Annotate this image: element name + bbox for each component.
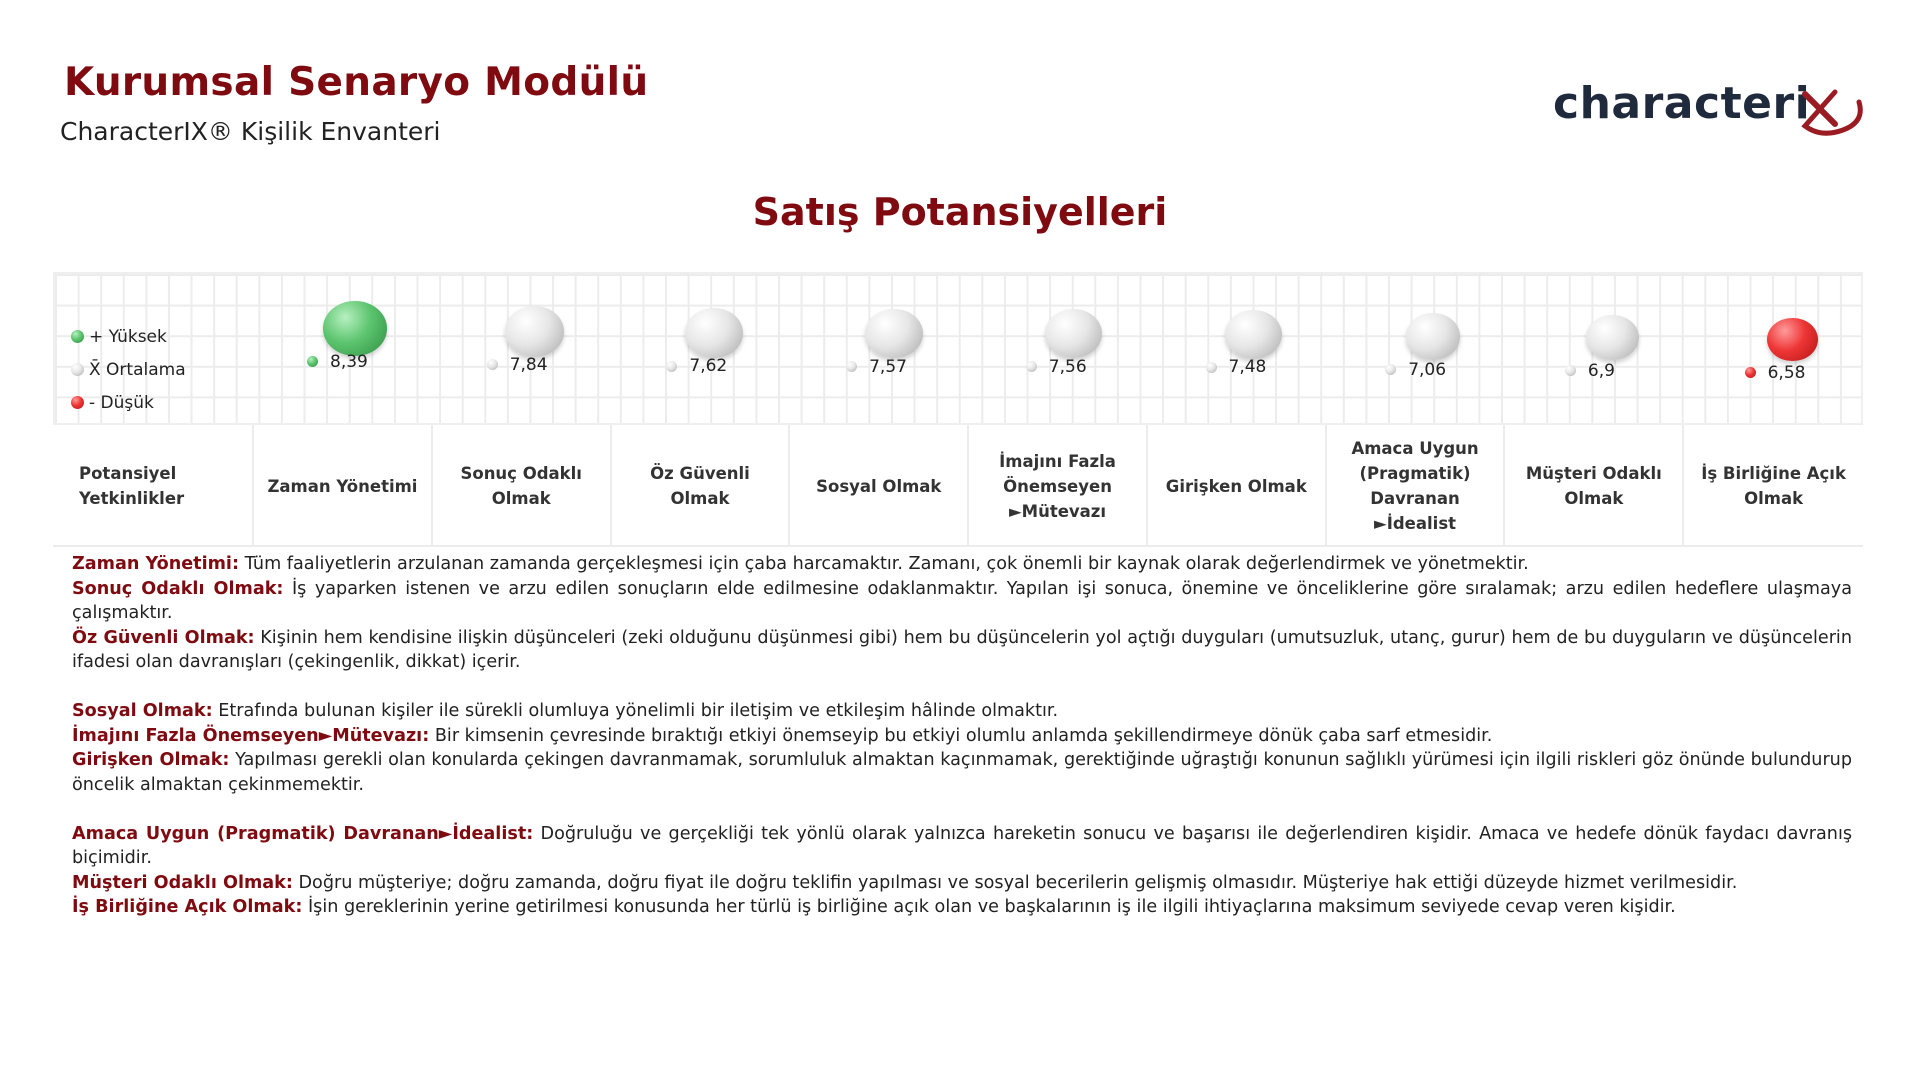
description-text: Doğruluğu ve gerçekliği tek yönlü olarak yalnızca hareketin sonucu ve başarısı ile değerlendiren kişidir. Amaca ve hedefe dönük faydacı davranış biçimidir.: [72, 823, 1852, 868]
description-term: Öz Güvenli Olmak:: [72, 627, 255, 648]
description-text: Kişinin hem kendisine ilişkin düşünceleri (zeki olduğunu düşünmesi gibi) hem bu düşüncelerin yol açtığı duyguları (umutsuzluk, utanç, gurur) hem de bu duyguların ve düşüncelerin ifadesi olan davranışları (çekingenlik, dikkat) içerir.: [72, 627, 1852, 672]
data-bubble: [323, 301, 386, 355]
description-text: Yapılması gerekli olan konularda çekingen davranmamak, sorumluluk almaktan kaçınmamak, gerektiğinde uğraştığı konunun sağlıklı yürümesi için ilgili riskleri göz önünde bulundurup öncelik almaktan çekinmemektir.: [72, 750, 1853, 795]
data-bubble: [1586, 315, 1639, 360]
description-term: Zaman Yönetimi:: [72, 554, 239, 574]
value-label: [1745, 363, 1806, 383]
competency-header-cell: Zaman Yönetimi: [254, 425, 433, 547]
main-title: Kurumsal Senaryo Modülü: [64, 60, 649, 105]
value-dot-icon: [1206, 362, 1217, 373]
bubble-column: [976, 274, 1155, 427]
value-dot-icon: [487, 359, 498, 370]
logo-text: characteri: [1553, 78, 1811, 129]
bubble-column: [1515, 274, 1694, 427]
competency-header-cell: İmajını Fazla Önemseyen ►Mütevazı: [969, 425, 1148, 547]
row-header-cell: Potansiyel Yetkinlikler: [53, 425, 254, 547]
data-bubble: [685, 308, 743, 358]
legend-label: X̄ Ortalama: [89, 359, 186, 380]
value-text: 7,57: [869, 356, 907, 377]
data-bubble: [505, 306, 564, 357]
competency-header-cell: Girişken Olmak: [1148, 425, 1327, 547]
description-term: Müşteri Odaklı Olmak:: [72, 872, 293, 893]
red-dot-icon: [71, 396, 84, 409]
value-label: [1206, 357, 1267, 377]
value-dot-icon: [1565, 365, 1576, 376]
value-label: [1565, 361, 1615, 381]
description-item: [72, 822, 1852, 871]
value-label: [846, 357, 907, 377]
description-term: İş Birliğine Açık Olmak:: [72, 897, 303, 917]
value-dot-icon: [1385, 364, 1396, 375]
competency-header-cell: Amaca Uygun (Pragmatik) Davranan ►İdealist: [1327, 425, 1506, 547]
competency-header-cell: Müşteri Odaklı Olmak: [1505, 425, 1684, 547]
data-bubble: [1767, 318, 1818, 361]
description-item: [72, 871, 1852, 896]
description-text: Etrafında bulunan kişiler ile sürekli olumluya yönelimli bir iletişim ve etkileşim hâlinde olmaktır.: [212, 701, 1059, 721]
data-bubble: [1406, 313, 1460, 359]
description-item: [72, 748, 1852, 797]
competency-header-cell: İş Birliğine Açık Olmak: [1701, 464, 1846, 508]
paragraph-gap: [72, 797, 1852, 822]
subtitle: CharacterIX® Kişilik Envanteri: [60, 117, 441, 146]
description-item: [72, 626, 1852, 675]
value-text: 7,06: [1408, 359, 1447, 380]
legend-item-high: [71, 320, 186, 353]
grey-dot-icon: [71, 363, 84, 376]
description-item: [72, 699, 1852, 724]
bubble-column: [437, 274, 616, 427]
bubble-column: [616, 274, 795, 427]
description-term: Girişken Olmak:: [72, 750, 230, 770]
chart-legend: [71, 320, 186, 419]
value-text: 7,84: [509, 354, 548, 375]
description-item: [72, 577, 1852, 626]
value-label: [487, 355, 548, 375]
value-label: [1026, 357, 1087, 377]
bubble-column: [1335, 274, 1514, 427]
description-item: [72, 552, 1852, 577]
bubble-column: [1156, 274, 1335, 427]
description-text: Bir kimsenin çevresinde bıraktığı etkiyi önemseyip bu etkiyi olumlu anlamda şekillendirmeye dönük çaba sarf etmesidir.: [429, 725, 1493, 746]
value-label: [307, 352, 368, 372]
description-item: [72, 895, 1852, 920]
legend-item-average: [71, 353, 186, 386]
description-text: Tüm faaliyetlerin arzulanan zamanda gerçekleşmesi için çaba harcamaktır. Zamanı, çok önemli bir kaynak olarak değerlendirmek ve yönetmektir.: [239, 554, 1529, 574]
legend-label: + Yüksek: [89, 326, 167, 347]
description-term: Sonuç Odaklı Olmak:: [72, 578, 284, 599]
value-text: 7,48: [1228, 357, 1267, 378]
bubble-column: [257, 274, 436, 427]
legend-item-low: [71, 386, 186, 419]
description-text: Doğru müşteriye; doğru zamanda, doğru fiyat ile doğru teklifin yapılması ve sosyal becerilerin gelişmiş olmasıdır. Müşteriye hak ettiği düzeyde hizmet verilmesidir.: [292, 872, 1738, 893]
legend-label: - Düşük: [89, 392, 154, 413]
bubble-column: [1695, 274, 1874, 427]
data-bubble: [1225, 310, 1282, 359]
description-term: İmajını Fazla Önemseyen►Mütevazı:: [72, 725, 430, 746]
value-text: 7,62: [689, 356, 728, 377]
characterix-logo: [1553, 78, 1873, 138]
value-text: 6,58: [1767, 362, 1806, 383]
data-bubble: [1045, 309, 1102, 358]
value-text: 8,39: [330, 351, 368, 372]
bubble-chart: [53, 272, 1863, 425]
value-dot-icon: [1026, 361, 1037, 372]
description-text: İşin gereklerinin yerine getirilmesi konusunda her türlü iş birliğine açık olan ve başkalarının iş ile ilgili ihtiyaçlarına maksimum seviyede cevap veren kişidir.: [302, 897, 1676, 917]
competency-header-cell: Öz Güvenli Olmak: [612, 425, 791, 547]
value-dot-icon: [666, 361, 677, 372]
description-text: İş yaparken istenen ve arzu edilen sonuçların elde edilmesine odaklanmaktır. Yapılan işi sonuca, önemine ve önceliklerine göre sıralamak; arzu edilen hedeflere ulaşmaya çalışmaktır.: [72, 578, 1852, 623]
competency-header-row: [53, 425, 1863, 547]
green-dot-icon: [71, 330, 84, 343]
value-dot-icon: [1745, 367, 1756, 378]
bubble-column: [796, 274, 975, 427]
competency-header-cell: Sonuç Odaklı Olmak: [433, 425, 612, 547]
value-dot-icon: [307, 356, 318, 367]
description-term: Sosyal Olmak:: [72, 701, 213, 721]
paragraph-gap: [72, 675, 1852, 700]
description-term: Amaca Uygun (Pragmatik) Davranan►İdealist:: [72, 823, 534, 844]
competency-header-cell: Sosyal Olmak: [790, 425, 969, 547]
value-label: [666, 356, 727, 376]
logo-x-swoosh-icon: [1553, 78, 1873, 138]
value-label: [1385, 360, 1446, 380]
description-item: [72, 724, 1852, 749]
data-bubble: [865, 309, 922, 358]
descriptions: [72, 552, 1852, 920]
value-text: 6,9: [1587, 360, 1615, 381]
value-dot-icon: [846, 361, 857, 372]
section-title: Satış Potansiyelleri: [752, 190, 1168, 234]
value-text: 7,56: [1048, 356, 1087, 377]
